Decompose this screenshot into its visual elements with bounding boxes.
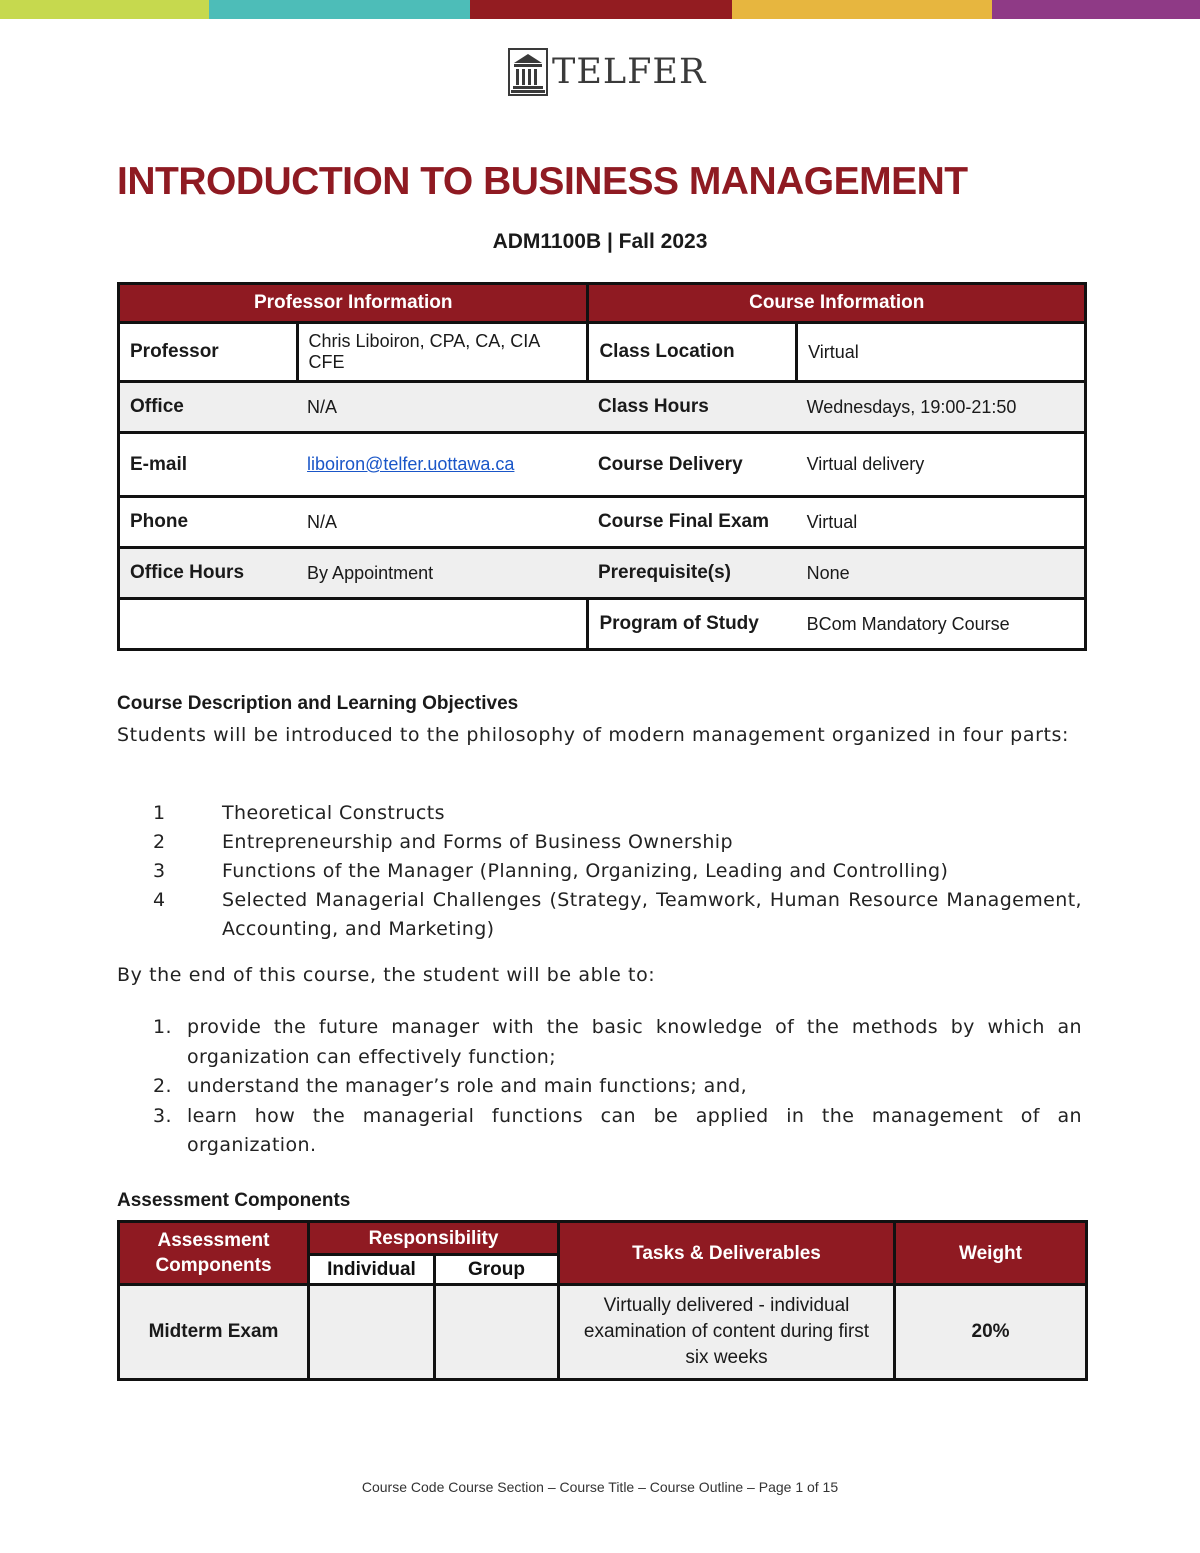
info-row xyxy=(119,599,1086,650)
info-label: Class Hours xyxy=(588,382,797,433)
info-value: Chris Liboiron, CPA, CA, CIA CFE xyxy=(297,323,588,382)
info-label: E-mail xyxy=(119,433,298,497)
info-value xyxy=(297,599,588,650)
outcomes-intro: By the end of this course, the student will be able to: xyxy=(117,964,656,986)
professor-info-header: Professor Information xyxy=(119,284,588,323)
info-value: Wednesdays, 19:00-21:50 xyxy=(797,382,1086,433)
list-item: 3. learn how the managerial functions can be applied in the management of an organization. xyxy=(153,1104,1082,1156)
info-label: Office xyxy=(119,382,298,433)
info-row xyxy=(119,382,1086,433)
info-value: Virtual xyxy=(797,323,1086,382)
assessment-component: Midterm Exam xyxy=(119,1285,309,1380)
logo-text: TELFER xyxy=(552,52,707,92)
color-bar-purple xyxy=(992,0,1200,19)
assessment-header-row xyxy=(119,1222,1087,1255)
assessment-tasks: Virtually delivered - individual examination of content during first six weeks xyxy=(559,1285,895,1380)
email-link[interactable]: liboiron@telfer.uottawa.ca xyxy=(307,454,515,474)
responsibility-header: Responsibility xyxy=(309,1222,559,1255)
course-info-header: Course Information xyxy=(588,284,1086,323)
description-intro: Students will be introduced to the philosophy of modern management organized in four parts: xyxy=(117,724,1070,746)
description-heading: Course Description and Learning Objectives xyxy=(117,693,519,714)
table-row xyxy=(119,1285,1087,1380)
info-value: BCom Mandatory Course xyxy=(797,599,1086,650)
info-table xyxy=(117,282,1087,651)
list-item: 1 Theoretical Constructs xyxy=(153,802,445,824)
info-label: Phone xyxy=(119,497,298,548)
assessment-heading: Assessment Components xyxy=(117,1190,351,1211)
list-item: 2. understand the manager’s role and main functions; and, xyxy=(153,1075,748,1097)
page-footer: Course Code Course Section – Course Title – Course Outline – Page 1 of 15 xyxy=(361,1479,839,1495)
tasks-header: Tasks & Deliverables xyxy=(559,1222,895,1285)
page-title: INTRODUCTION TO BUSINESS MANAGEMENT xyxy=(117,160,968,203)
info-row xyxy=(119,433,1086,497)
info-table-header xyxy=(119,284,1086,323)
color-bar-red xyxy=(470,0,732,19)
course-code-term: ADM1100B | Fall 2023 xyxy=(492,230,708,253)
info-label: Course Delivery xyxy=(588,433,797,497)
info-label: Program of Study xyxy=(588,599,797,650)
info-row xyxy=(119,323,1086,382)
color-bar-lime xyxy=(0,0,209,19)
assessment-table xyxy=(117,1220,1088,1381)
color-bar-gold xyxy=(732,0,992,19)
info-label: Class Location xyxy=(588,323,797,382)
info-label: Course Final Exam xyxy=(588,497,797,548)
list-item: 2 Entrepreneurship and Forms of Business Ownership xyxy=(153,831,733,853)
telfer-logo xyxy=(508,48,706,96)
info-label xyxy=(119,599,298,650)
weight-header: Weight xyxy=(895,1222,1087,1285)
info-value: None xyxy=(797,548,1086,599)
list-item: 4 Selected Managerial Challenges (Strategy, Teamwork, Human Resource Management, Accounting, and Marketing) xyxy=(153,889,1082,940)
info-value: Virtual xyxy=(797,497,1086,548)
info-row xyxy=(119,548,1086,599)
learning-outcomes-list xyxy=(117,1013,1082,1161)
group-header: Group xyxy=(435,1255,559,1285)
info-value xyxy=(297,433,588,497)
info-value: N/A xyxy=(297,497,588,548)
assessment-individual xyxy=(309,1285,435,1380)
course-parts-list xyxy=(117,799,1082,944)
list-item: 1. provide the future manager with the basic knowledge of the methods by which an organization can effectively function; xyxy=(153,1016,1082,1068)
list-item: 3 Functions of the Manager (Planning, Organizing, Leading and Controlling) xyxy=(153,860,949,882)
color-bar xyxy=(0,0,1200,19)
component-header: Assessment Components xyxy=(119,1222,309,1285)
info-label: Professor xyxy=(119,323,298,382)
info-value: By Appointment xyxy=(297,548,588,599)
individual-header: Individual xyxy=(309,1255,435,1285)
color-bar-teal xyxy=(209,0,470,19)
info-label: Prerequisite(s) xyxy=(588,548,797,599)
assessment-group xyxy=(435,1285,559,1380)
info-label: Office Hours xyxy=(119,548,298,599)
info-row xyxy=(119,497,1086,548)
assessment-weight: 20% xyxy=(895,1285,1087,1380)
building-icon xyxy=(508,48,548,96)
info-value: N/A xyxy=(297,382,588,433)
info-value: Virtual delivery xyxy=(797,433,1086,497)
